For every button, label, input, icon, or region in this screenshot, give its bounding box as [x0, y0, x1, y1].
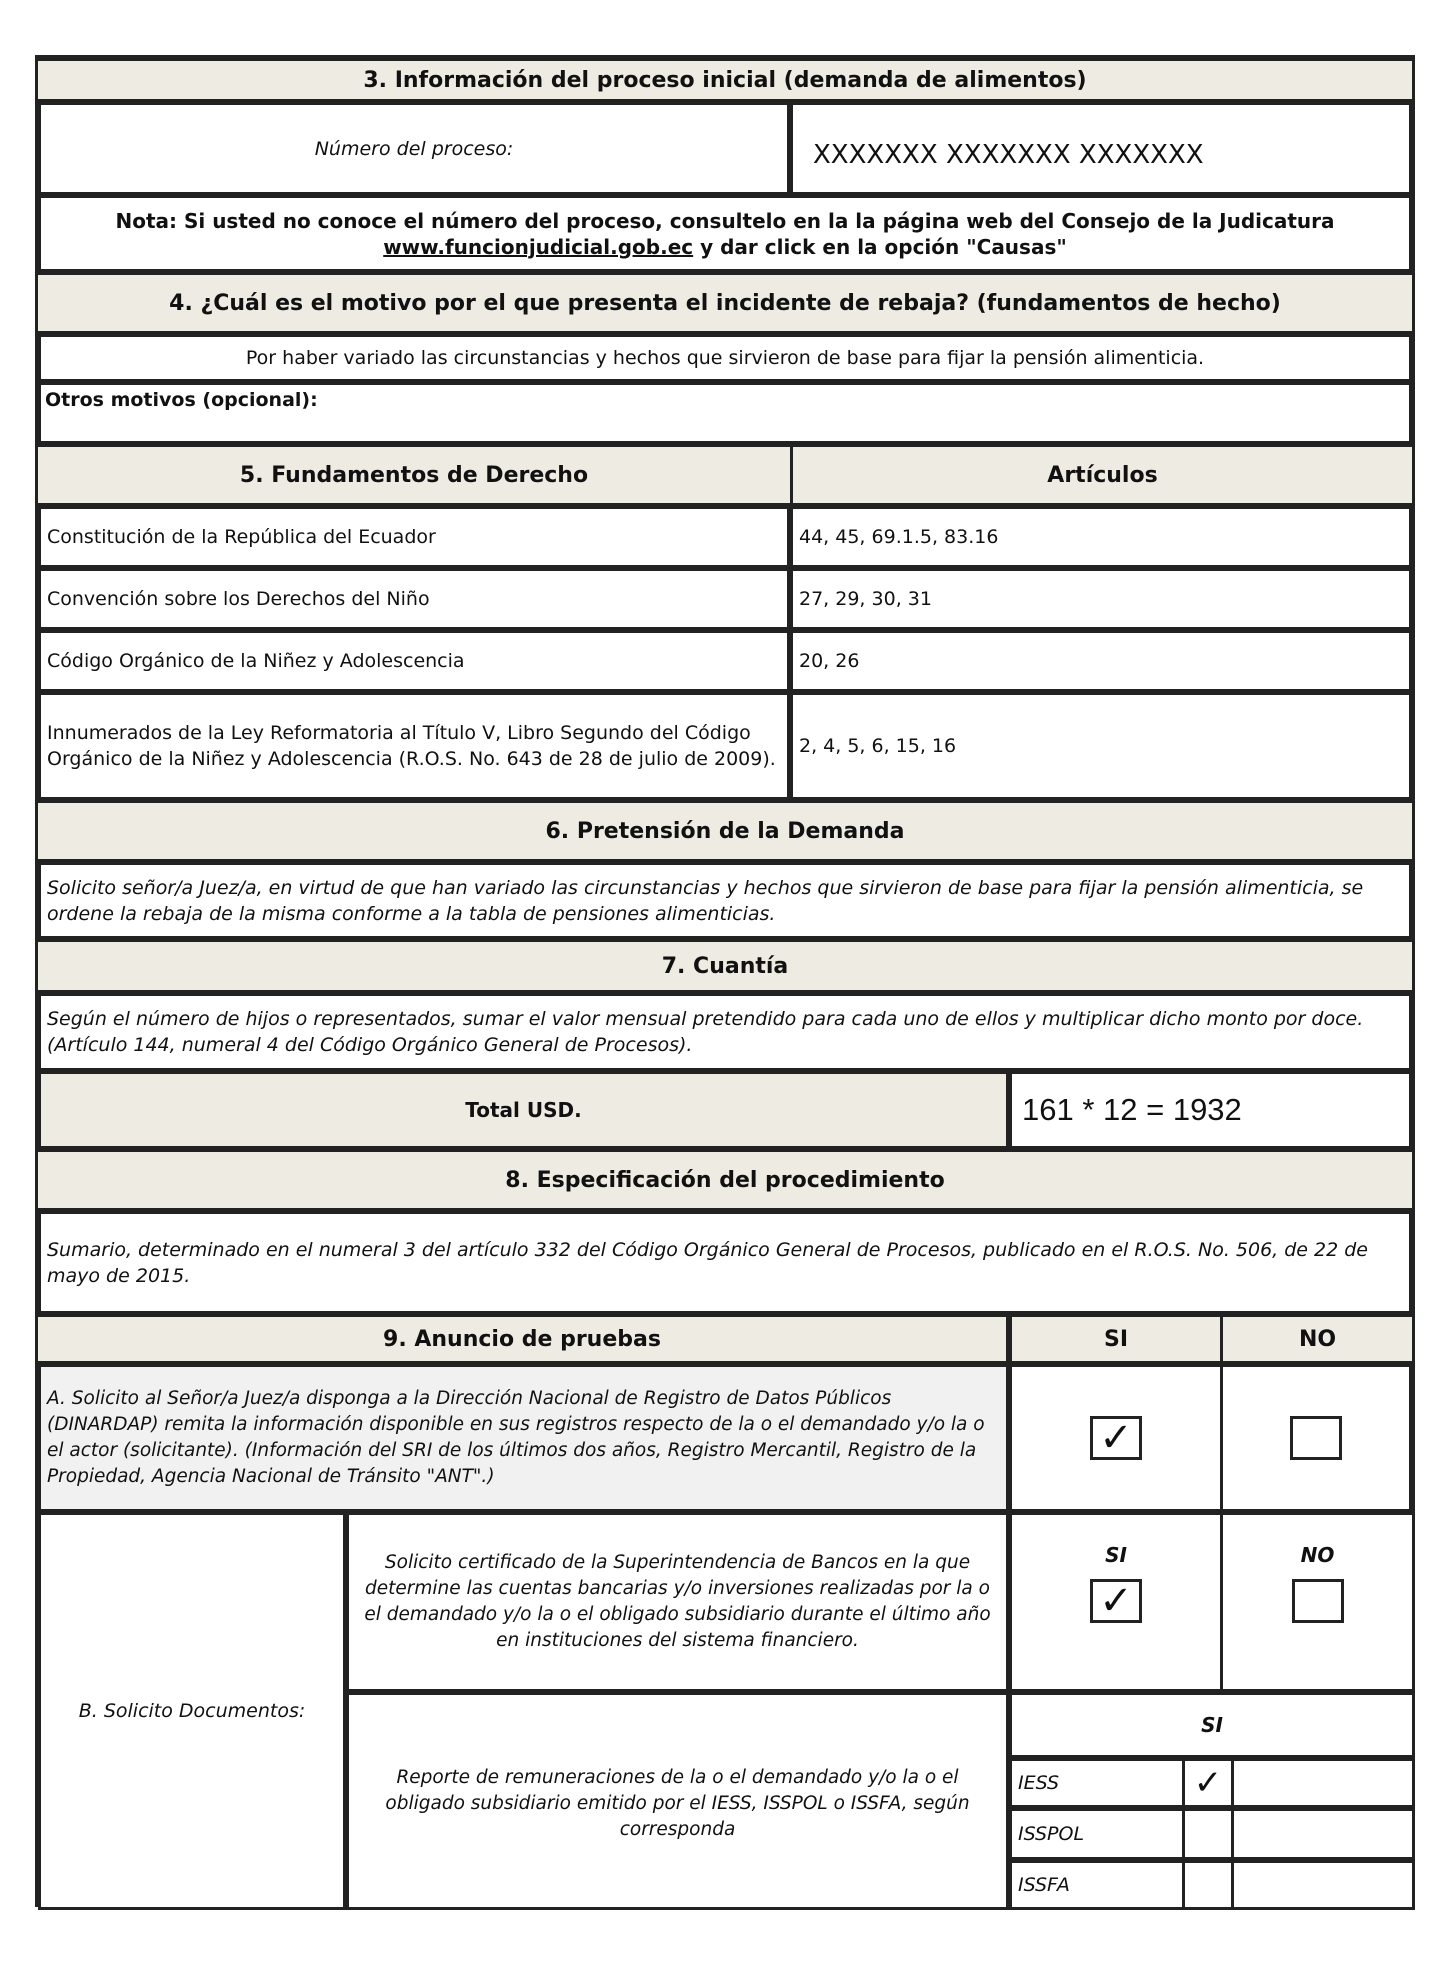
law-cell-3 — [38, 630, 790, 692]
funcionjudicial-link[interactable]: www.funcionjudicial.gob.ec — [383, 234, 694, 259]
section-8-header — [35, 1149, 1415, 1211]
articles-value: 2, 4, 5, 6, 15, 16 — [799, 735, 957, 757]
section-4-header — [35, 272, 1415, 334]
articles-value: 20, 26 — [799, 650, 860, 672]
section-6-title: 6. Pretensión de la Demanda — [545, 818, 905, 844]
articles-cell-4 — [790, 692, 1412, 800]
evidence-a-si-checkbox[interactable] — [1090, 1416, 1142, 1460]
evidence-a-cell — [38, 1364, 1009, 1512]
other-reasons-field[interactable] — [38, 382, 1412, 444]
evidence-b-label: B. Solicito Documentos: — [78, 1700, 306, 1722]
no-label: NO — [1298, 1326, 1337, 1352]
law-cell-2 — [38, 568, 790, 630]
section-9-title: 9. Anuncio de pruebas — [383, 1326, 661, 1352]
evidence-b1-text: Solicito certificado de la Superintendencia de Bancos en la que determine las cuentas bancarias y/o inversiones realizadas por la o el demandado y/o la o el obligado subsidiario durante el último año en instituciones del sistema financiero. — [364, 1552, 991, 1651]
check-icon: ✓ — [1099, 1578, 1133, 1624]
reason-cell — [38, 334, 1412, 382]
section-7-header — [35, 939, 1415, 993]
law-cell-4 — [38, 692, 790, 800]
procedure-text: Sumario, determinado en el numeral 3 del artículo 332 del Código Orgánico General de Procesos, publicado en el R.O.S. No. 506, de 22 de mayo de 2015. — [47, 1238, 1368, 1287]
total-value-field[interactable] — [1009, 1071, 1412, 1149]
section-5-header — [35, 444, 793, 506]
section-3-title: 3. Información del proceso inicial (demanda de alimentos) — [363, 67, 1087, 93]
articles-title: Artículos — [1047, 462, 1158, 488]
option-label-issfa: ISSFA — [1018, 1874, 1070, 1896]
evidence-b2-text: Reporte de remuneraciones de la o el demandado y/o la o el obligado subsidiario emitido por el IESS, ISSPOL o ISSFA, según corresponda — [385, 1767, 970, 1840]
total-label: Total USD. — [465, 1098, 582, 1122]
iess-checkbox[interactable] — [1182, 1758, 1234, 1808]
note-line-2 — [383, 234, 1067, 260]
section-7-title: 7. Cuantía — [661, 953, 789, 979]
evidence-b-label-cell — [38, 1512, 346, 1910]
evidence-b1-si-checkbox[interactable] — [1090, 1579, 1142, 1623]
evidence-b1-si-cell — [1009, 1512, 1223, 1692]
b2-si-label: SI — [1201, 1713, 1223, 1737]
option-label-iess: IESS — [1018, 1772, 1060, 1794]
note-line-1: Nota: Si usted no conoce el número del proceso, consultelo en la la página web del Consejo de la Judicatura — [115, 208, 1335, 233]
law-name: Constitución de la República del Ecuador — [47, 526, 436, 548]
issfa-checkbox[interactable] — [1182, 1860, 1234, 1910]
other-reasons-label: Otros motivos (opcional): — [45, 389, 318, 411]
evidence-b2-cell — [346, 1692, 1009, 1910]
process-number-label: Número del proceso: — [314, 137, 514, 160]
law-name: Convención sobre los Derechos del Niño — [47, 588, 430, 610]
evidence-a-text: A. Solicito al Señor/a Juez/a disponga a la Dirección Nacional de Registro de Datos Públicos (DINARDAP) remita la información disponible en sus registros respecto de la o el demandado y/o la o el actor (solicitante). (Información del SRI de los últimos dos años, Registro Mercantil, Registro de la Propiedad, Agencia Nacional de Tránsito "ANT".) — [47, 1388, 985, 1487]
b1-no-label: NO — [1300, 1543, 1335, 1567]
evidence-b2-si-header — [1009, 1692, 1415, 1758]
section-9-header — [35, 1314, 1009, 1364]
evidence-b1-cell — [346, 1512, 1009, 1692]
section-4-title: 4. ¿Cuál es el motivo por el que presenta el incidente de rebaja? (fundamentos de hecho) — [169, 290, 1281, 316]
process-number-label-cell — [38, 102, 790, 195]
law-cell-1 — [38, 506, 790, 568]
b1-si-label: SI — [1105, 1543, 1127, 1567]
process-number-value: XXXXXXX XXXXXXX XXXXXXX — [813, 139, 1204, 170]
articles-value: 44, 45, 69.1.5, 83.16 — [799, 526, 999, 548]
evidence-b1-no-checkbox[interactable] — [1292, 1579, 1344, 1623]
process-number-field[interactable] — [790, 102, 1412, 195]
total-value: 161 * 12 = 1932 — [1022, 1092, 1242, 1127]
check-icon: ✓ — [1099, 1415, 1133, 1461]
claim-text: Solicito señor/a Juez/a, en virtud de que han variado las circunstancias y hechos que sirvieron de base para fijar la pensión alimenticia, se ordene la rebaja de la misma conforme a la tabla de pensiones alimenticias. — [47, 876, 1364, 925]
articles-header — [790, 444, 1415, 506]
articles-cell-2 — [790, 568, 1412, 630]
amount-description: Según el número de hijos o representados, sumar el valor mensual pretendido para cada uno de ellos y multiplicar dicho monto por doce. (Artículo 144, numeral 4 del Código Orgánico General de Procesos). — [47, 1008, 1364, 1056]
total-label-cell — [38, 1071, 1009, 1149]
evidence-a-no-checkbox[interactable] — [1290, 1416, 1342, 1460]
articles-value: 27, 29, 30, 31 — [799, 588, 932, 610]
section-6-header — [35, 800, 1415, 862]
law-name: Innumerados de la Ley Reformatoria al Título V, Libro Segundo del Código Orgánico de la Niñez y Adolescencia (R.O.S. No. 643 de 28 de julio de 2009). — [47, 722, 776, 770]
articles-cell-1 — [790, 506, 1412, 568]
articles-cell-3 — [790, 630, 1412, 692]
isspol-checkbox[interactable] — [1182, 1808, 1234, 1860]
amount-description-cell — [38, 993, 1412, 1071]
section-8-title: 8. Especificación del procedimiento — [505, 1167, 945, 1193]
section-5-title: 5. Fundamentos de Derecho — [239, 462, 589, 488]
evidence-b1-no-cell — [1220, 1512, 1415, 1692]
option-label-isspol: ISSPOL — [1018, 1823, 1085, 1845]
note-tail: y dar click en la opción "Causas" — [693, 234, 1067, 259]
evidence-a-no-cell — [1220, 1364, 1412, 1512]
si-header — [1009, 1314, 1223, 1364]
law-name: Código Orgánico de la Niñez y Adolescencia — [47, 650, 465, 672]
claim-cell — [38, 862, 1412, 939]
reason-text: Por haber variado las circunstancias y hechos que sirvieron de base para fijar la pensión alimenticia. — [245, 347, 1205, 369]
no-header — [1220, 1314, 1415, 1364]
si-label: SI — [1103, 1326, 1129, 1352]
check-icon: ✓ — [1193, 1763, 1223, 1803]
section-3-header — [35, 58, 1415, 102]
process-note — [38, 195, 1412, 272]
procedure-cell — [38, 1211, 1412, 1314]
evidence-a-si-cell — [1009, 1364, 1223, 1512]
